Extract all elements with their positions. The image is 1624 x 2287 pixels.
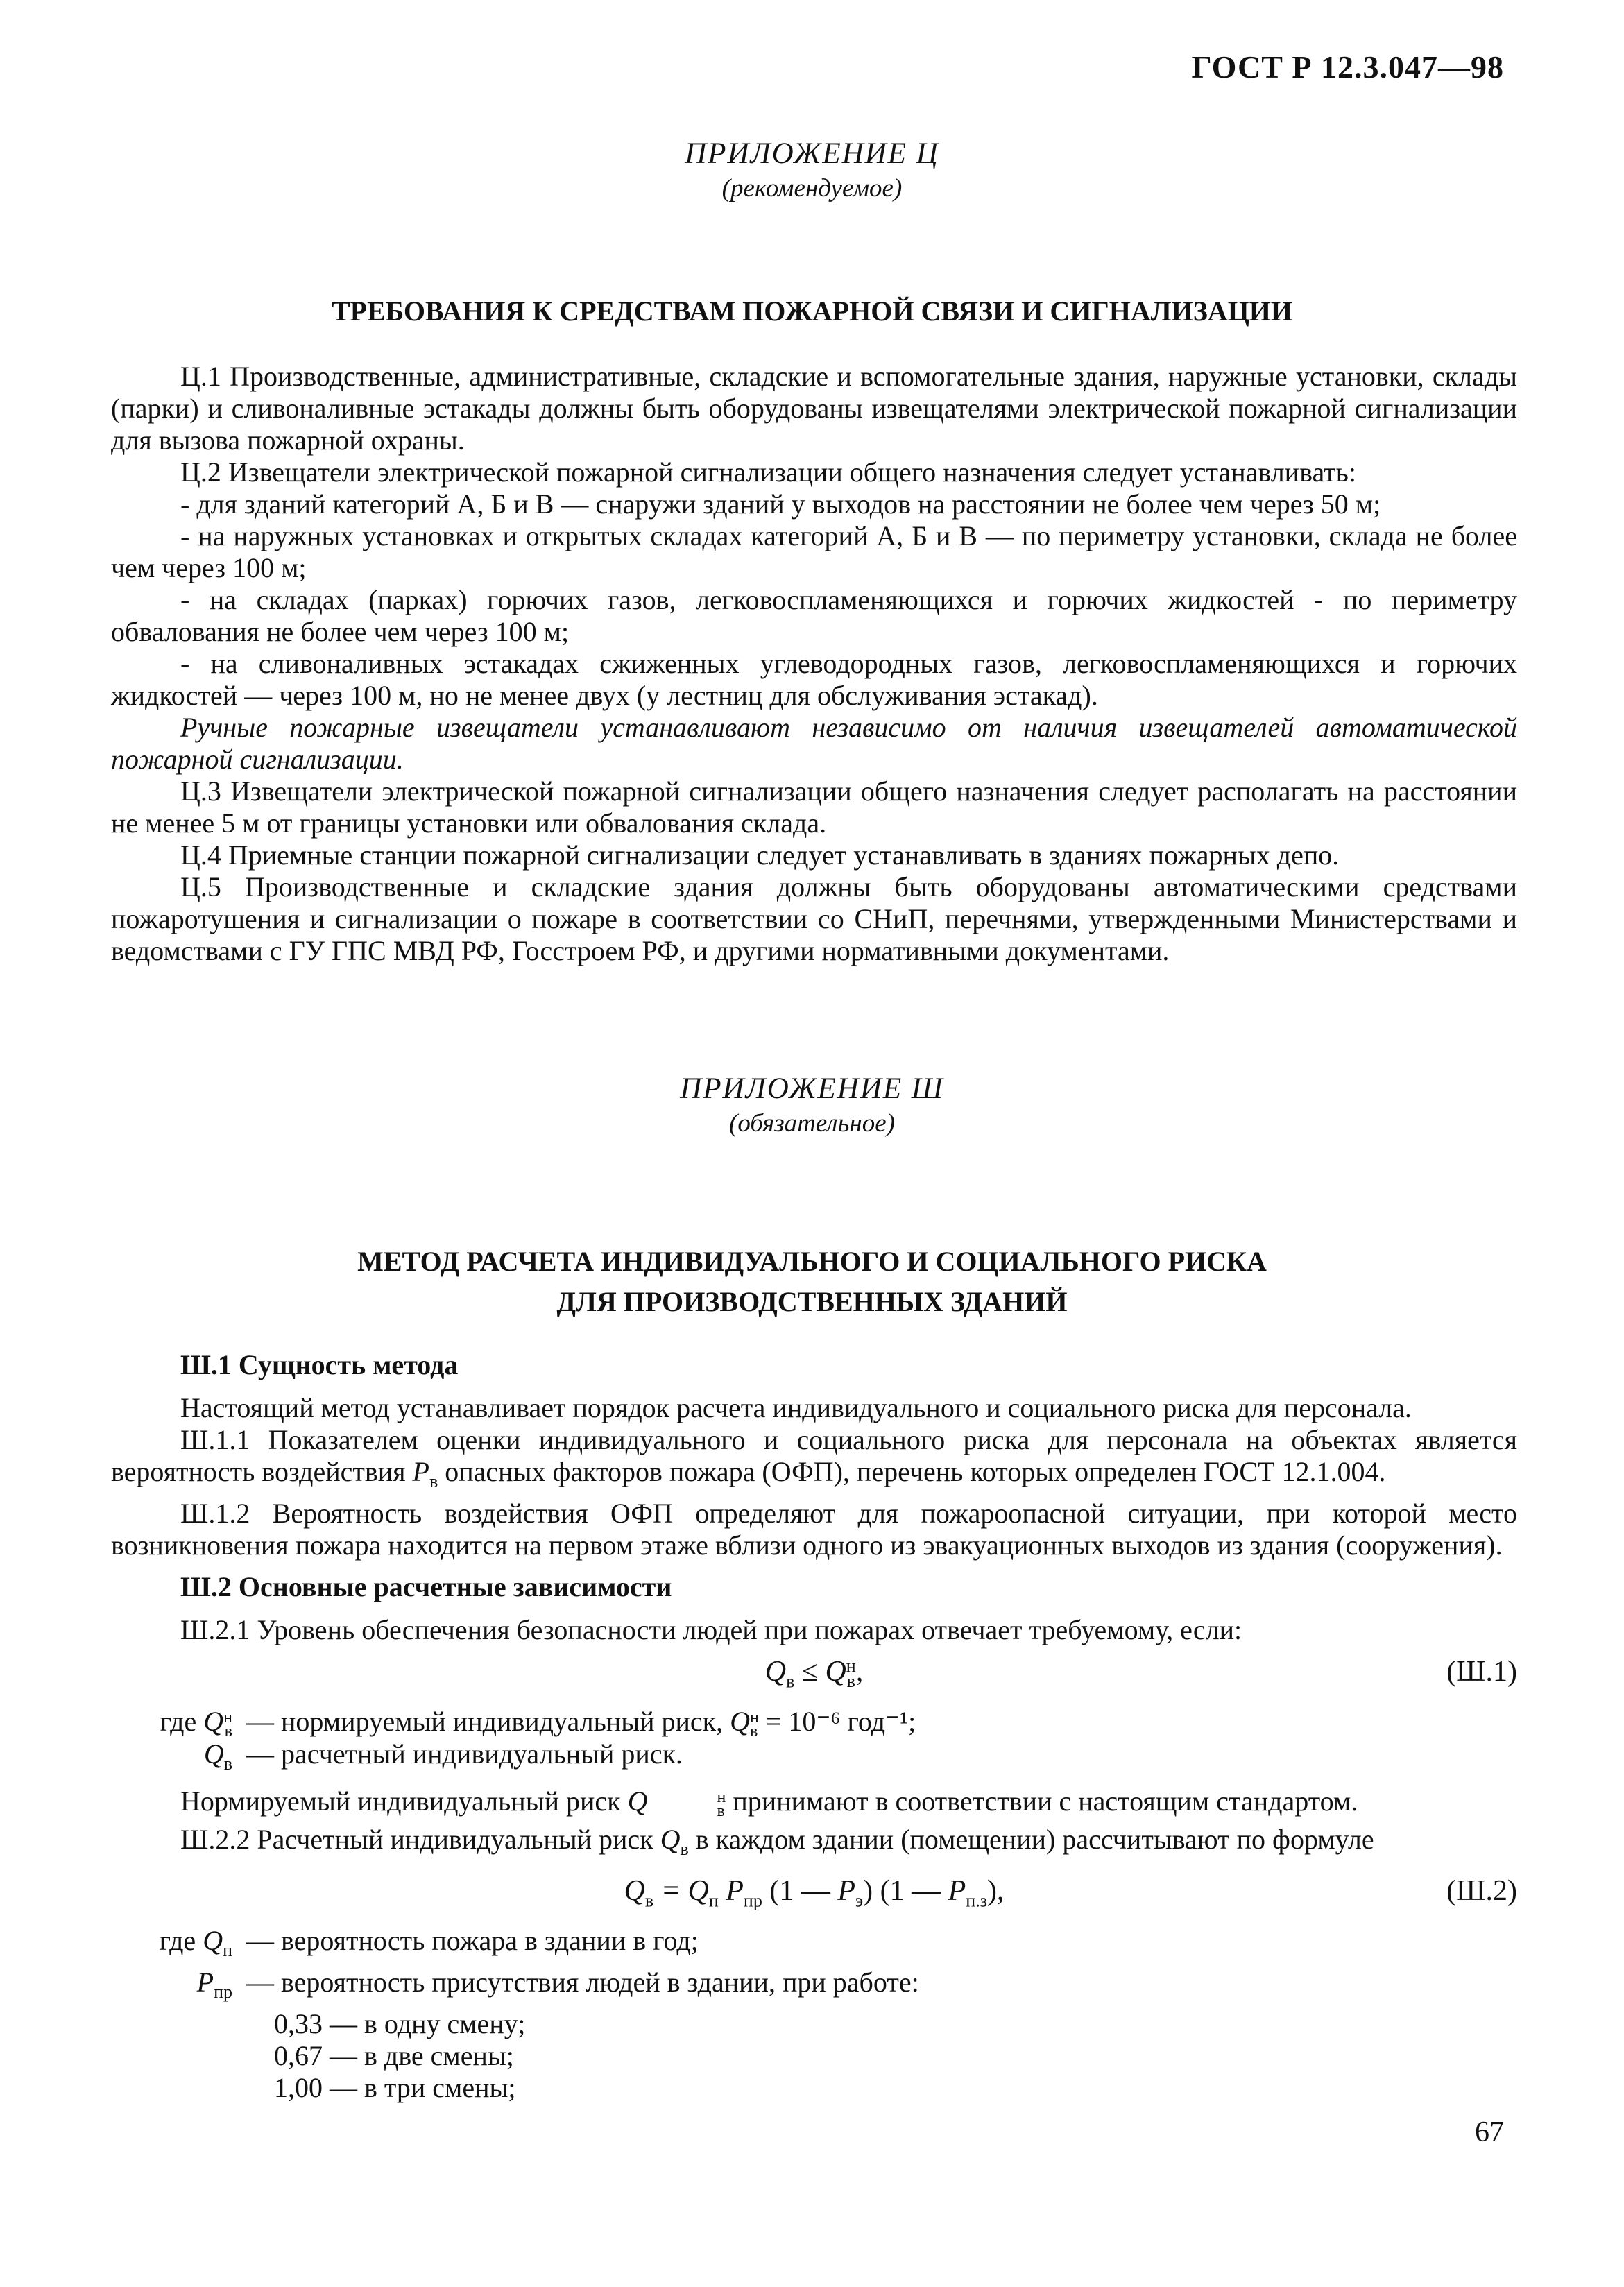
paragraph-ts3: Ц.3 Извещатели электрической пожарной сигнализации общего назначения следует располагать на расстоянии не менее 5 м от границы установки или обвалования склада. — [111, 776, 1517, 839]
list-item: - на складах (парках) горючих газов, легковоспламеняющихся и горючих жидкостей - по периметру обвалования не более чем через 100 м; — [111, 584, 1517, 647]
list-item: 0,67 — в две смены; — [274, 2039, 514, 2071]
shift-list — [111, 2008, 1517, 2104]
definition-row: $P_{пр}$ — вероятность присутствия людей в здании, при работе: — [196, 1966, 919, 2002]
definitions-sh2 — [111, 1925, 1517, 2104]
formula-sh2 — [111, 1875, 1517, 1917]
paragraph-ts5: Ц.5 Производственные и складские здания должны быть оборудованы автоматическими средствами пожаротушения и сигнализации о пожаре в соответствии со СНиП, перечнями, утвержденными Министерствами и ведомствами с ГУ ГПС МВД РФ, Госстроем РФ, и другими нормативными документами. — [111, 871, 1517, 966]
appendix-sh-heading-line1: МЕТОД РАСЧЕТА ИНДИВИДУАЛЬНОГО И СОЦИАЛЬНОГО РИСКА — [357, 1246, 1267, 1277]
appendix-ts-title: ПРИЛОЖЕНИЕ Ц — [685, 137, 939, 170]
list-item: 0,33 — в одну смену; — [274, 2007, 526, 2039]
section-heading-sh2: Ш.2 Основные расчетные зависимости — [180, 1571, 672, 1602]
list-item: 1,00 — в три смены; — [274, 2071, 516, 2103]
definition-row: где $Q_п$ — вероятность пожара в здании в год; — [159, 1924, 699, 1960]
list-item: - на сливоналивных эстакадах сжиженных углеводородных газов, легковоспламеняющихся и горючих жидкостей — через 100 м, но не менее двух (у лестниц для обслуживания эстакад). — [111, 648, 1517, 711]
page-number: 67 — [1475, 2116, 1504, 2148]
formula-sh1-number: (Ш.1) — [1446, 1656, 1517, 1688]
appendix-ts-status: (рекомендуемое) — [721, 174, 903, 203]
formula-sh2-expression: $Q_в = Q_п$ $P_{пр}$ (1 — $P_э$) (1 — $P_{п.з}$), — [624, 1874, 1005, 1911]
paragraph-sh-intro: Настоящий метод устанавливает порядок расчета индивидуального и социального риска для персонала. — [180, 1392, 1412, 1423]
paragraph-ts4: Ц.4 Приемные станции пожарной сигнализации следует устанавливать в зданиях пожарных депо. — [180, 839, 1340, 871]
appendix-sh-status: (обязательное) — [729, 1109, 895, 1138]
paragraph-sh1-2: Ш.1.2 Вероятность воздействия ОФП определяют для пожароопасной ситуации, при которой место возникновения пожара находится на первом этаже вблизи одного из эвакуационных выходов из здания (сооружения). — [111, 1498, 1517, 1561]
list-item: - для зданий категорий А, Б и В — снаружи зданий у выходов на расстоянии не более чем через 50 м; — [180, 488, 1381, 520]
appendix-sh-heading — [104, 1242, 1520, 1322]
section-heading-sh1: Ш.1 Сущность метода — [180, 1349, 459, 1380]
paragraph-ts2: Ц.2 Извещатели электрической пожарной сигнализации общего назначения следует устанавливать: — [180, 456, 1356, 488]
appendix-sh-heading-line2: ДЛЯ ПРОИЗВОДСТВЕННЫХ ЗДАНИЙ — [556, 1286, 1068, 1317]
appendix-ts-heading: ТРЕБОВАНИЯ К СРЕДСТВАМ ПОЖАРНОЙ СВЯЗИ И СИГНАЛИЗАЦИИ — [331, 295, 1293, 327]
definition-row: $Q_в$ — расчетный индивидуальный риск. — [203, 1738, 683, 1774]
paragraph-sh2-1: Ш.2.1 Уровень обеспечения безопасности людей при пожарах отвечает требуемому, если: — [180, 1614, 1242, 1645]
appendix-sh-body — [111, 1349, 1517, 2104]
manual-detectors-note: Ручные пожарные извещатели устанавливают независимо от наличия извещателей автоматической пожарной сигнализации. — [111, 712, 1517, 775]
document-code: ГОСТ Р 12.3.047—98 — [1191, 49, 1504, 85]
formula-sh1-expression: $Q_в \le Q$ н в , — [764, 1656, 864, 1692]
list-item: - на наружных установках и открытых складах категорий А, Б и В — по периметру установки, склада не более чем через 100 м; — [111, 520, 1517, 583]
paragraph-sh1-1: Ш.1.1 Показателем оценки индивидуального и социального риска для персонала на объектах является вероятность воздействия $P_в$ опасных факторов пожара (ОФП), перечень которых определен ГОСТ 12.1.004. — [111, 1424, 1517, 1491]
definitions-sh1 — [111, 1706, 1517, 1780]
paragraph-ts1: Ц.1 Производственные, административные, складские и вспомогательные здания, наружные установки, склады (парки) и сливоналивные эстакады должны быть оборудованы извещателями электрической пожарной сигнализации для вызова пожарной охраны. — [111, 361, 1517, 456]
appendix-sh-title: ПРИЛОЖЕНИЕ Ш — [680, 1072, 944, 1105]
definition-row: где Q н в — нормируемый индивидуальный риск, Q н в = 10⁻⁶ год⁻¹; — [160, 1706, 916, 1740]
paragraph-normative-risk: Нормируемый индивидуальный риск Q н в принимают в соответствии с настоящим стандартом. — [180, 1785, 1358, 1820]
paragraph-sh2-2: Ш.2.2 Расчетный индивидуальный риск $Q_в$ в каждом здании (помещении) рассчитывают по формуле — [180, 1823, 1374, 1859]
appendix-ts-body — [111, 361, 1517, 967]
formula-sh2-number: (Ш.2) — [1446, 1874, 1517, 1907]
formula-sh1 — [111, 1656, 1517, 1697]
